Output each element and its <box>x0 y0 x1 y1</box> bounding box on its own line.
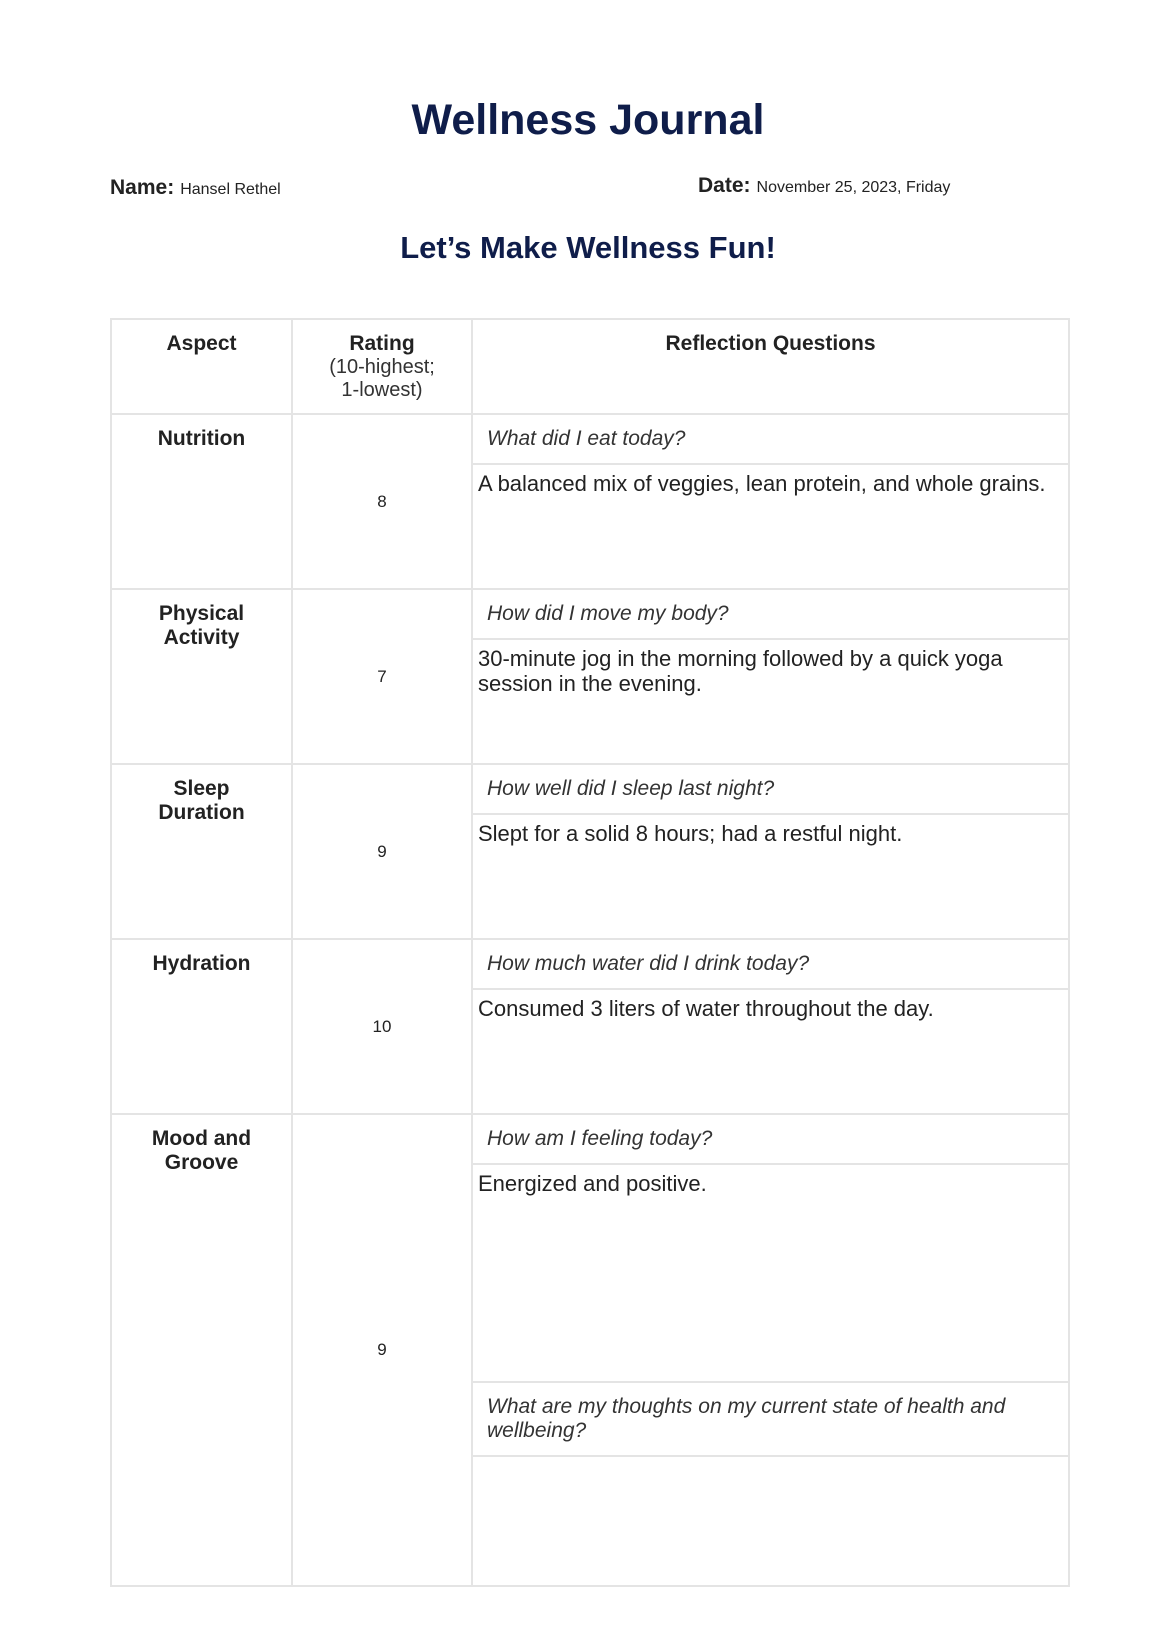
name-field <box>110 176 281 200</box>
reflection-cell <box>472 414 1069 589</box>
header-rating-note-1: (10-highest; <box>329 356 435 378</box>
page-subtitle: Let’s Make Wellness Fun! <box>400 230 776 265</box>
aspect-cell: Nutrition <box>111 414 292 589</box>
aspect-cell: Hydration <box>111 939 292 1114</box>
reflection-answer-2[interactable] <box>473 1457 1068 1585</box>
reflection-question: How well did I sleep last night? <box>473 765 1068 815</box>
reflection-question: How did I move my body? <box>473 590 1068 640</box>
reflection-answer[interactable]: Slept for a solid 8 hours; had a restful night. <box>478 821 903 846</box>
reflection-cell <box>472 939 1069 1114</box>
page-title: Wellness Journal <box>411 96 765 144</box>
table-row <box>111 764 1069 939</box>
wellness-table <box>110 318 1070 1587</box>
reflection-answer[interactable]: Consumed 3 liters of water throughout the day. <box>478 996 934 1021</box>
table-row <box>111 1114 1069 1586</box>
name-label: Name: <box>110 176 175 199</box>
table-row <box>111 589 1069 764</box>
rating-cell: 8 <box>292 414 472 589</box>
name-value: Hansel Rethel <box>180 181 281 198</box>
table-row <box>111 414 1069 589</box>
header-rating-label: Rating <box>349 332 415 355</box>
date-field <box>698 174 950 198</box>
rating-cell: 9 <box>292 764 472 939</box>
header-aspect: Aspect <box>111 319 292 414</box>
date-value: November 25, 2023, Friday <box>756 179 951 196</box>
rating-cell: 10 <box>292 939 472 1114</box>
header-reflection: Reflection Questions <box>472 319 1069 414</box>
aspect-cell: Physical Activity <box>111 589 292 764</box>
reflection-question: What did I eat today? <box>473 415 1068 465</box>
rating-cell: 9 <box>292 1114 472 1586</box>
aspect-cell: Mood and Groove <box>111 1114 292 1586</box>
reflection-cell <box>472 764 1069 939</box>
reflection-cell <box>472 1114 1069 1586</box>
table-header-row <box>111 319 1069 414</box>
reflection-question-2: What are my thoughts on my current state of health and wellbeing? <box>473 1383 1068 1457</box>
reflection-answer[interactable]: 30-minute jog in the morning followed by a quick yoga session in the evening. <box>478 646 1003 696</box>
header-rating <box>292 319 472 414</box>
reflection-question: How much water did I drink today? <box>473 940 1068 990</box>
header-rating-note-2: 1-lowest) <box>341 379 423 401</box>
reflection-question: How am I feeling today? <box>473 1115 1068 1165</box>
reflection-answer[interactable]: Energized and positive. <box>473 1165 1068 1383</box>
date-label: Date: <box>698 174 751 197</box>
reflection-answer[interactable]: A balanced mix of veggies, lean protein, and whole grains. <box>478 471 1046 496</box>
rating-cell: 7 <box>292 589 472 764</box>
reflection-cell <box>472 589 1069 764</box>
aspect-cell: Sleep Duration <box>111 764 292 939</box>
table-row <box>111 939 1069 1114</box>
